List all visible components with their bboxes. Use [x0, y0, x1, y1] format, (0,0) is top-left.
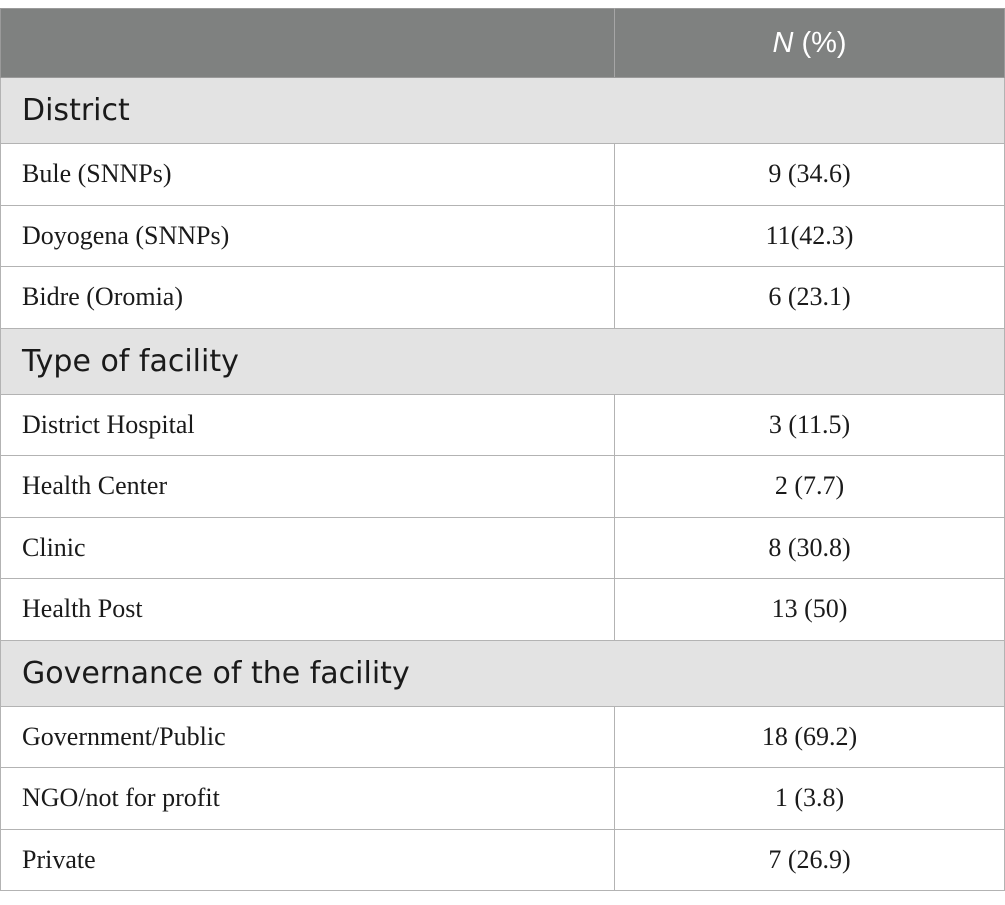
row-label: Government/Public: [1, 706, 615, 768]
table-row: [1, 706, 1005, 768]
section-row-district: [1, 78, 1005, 144]
row-value: 6 (23.1): [615, 267, 1005, 329]
table-row: [1, 144, 1005, 206]
row-label: Health Post: [1, 579, 615, 641]
section-row-governance: [1, 640, 1005, 706]
table-row: [1, 517, 1005, 579]
section-title: Type of facility: [1, 328, 1005, 394]
row-value: 13 (50): [615, 579, 1005, 641]
row-value: 18 (69.2): [615, 706, 1005, 768]
header-n-symbol: N: [772, 26, 794, 59]
table-row: [1, 768, 1005, 830]
row-value: 1 (3.8): [615, 768, 1005, 830]
table-header-row: [1, 9, 1005, 78]
row-value: 8 (30.8): [615, 517, 1005, 579]
header-blank-cell: [1, 9, 615, 78]
row-label: Doyogena (SNNPs): [1, 205, 615, 267]
header-n-percent: [615, 9, 1005, 78]
row-value: 2 (7.7): [615, 456, 1005, 518]
row-label: District Hospital: [1, 394, 615, 456]
header-percent-label: (%): [793, 26, 847, 59]
row-value: 11(42.3): [615, 205, 1005, 267]
row-label: Health Center: [1, 456, 615, 518]
row-value: 3 (11.5): [615, 394, 1005, 456]
facility-characteristics-table: [0, 8, 1005, 891]
row-label: Private: [1, 829, 615, 891]
table-row: [1, 205, 1005, 267]
section-title: Governance of the facility: [1, 640, 1005, 706]
row-value: 7 (26.9): [615, 829, 1005, 891]
row-label: Bule (SNNPs): [1, 144, 615, 206]
table-row: [1, 829, 1005, 891]
table-row: [1, 579, 1005, 641]
facility-table-container: [0, 8, 1004, 891]
row-label: Bidre (Oromia): [1, 267, 615, 329]
section-row-type-of-facility: [1, 328, 1005, 394]
row-value: 9 (34.6): [615, 144, 1005, 206]
row-label: Clinic: [1, 517, 615, 579]
table-row: [1, 394, 1005, 456]
section-title: District: [1, 78, 1005, 144]
table-row: [1, 267, 1005, 329]
row-label: NGO/not for profit: [1, 768, 615, 830]
table-row: [1, 456, 1005, 518]
